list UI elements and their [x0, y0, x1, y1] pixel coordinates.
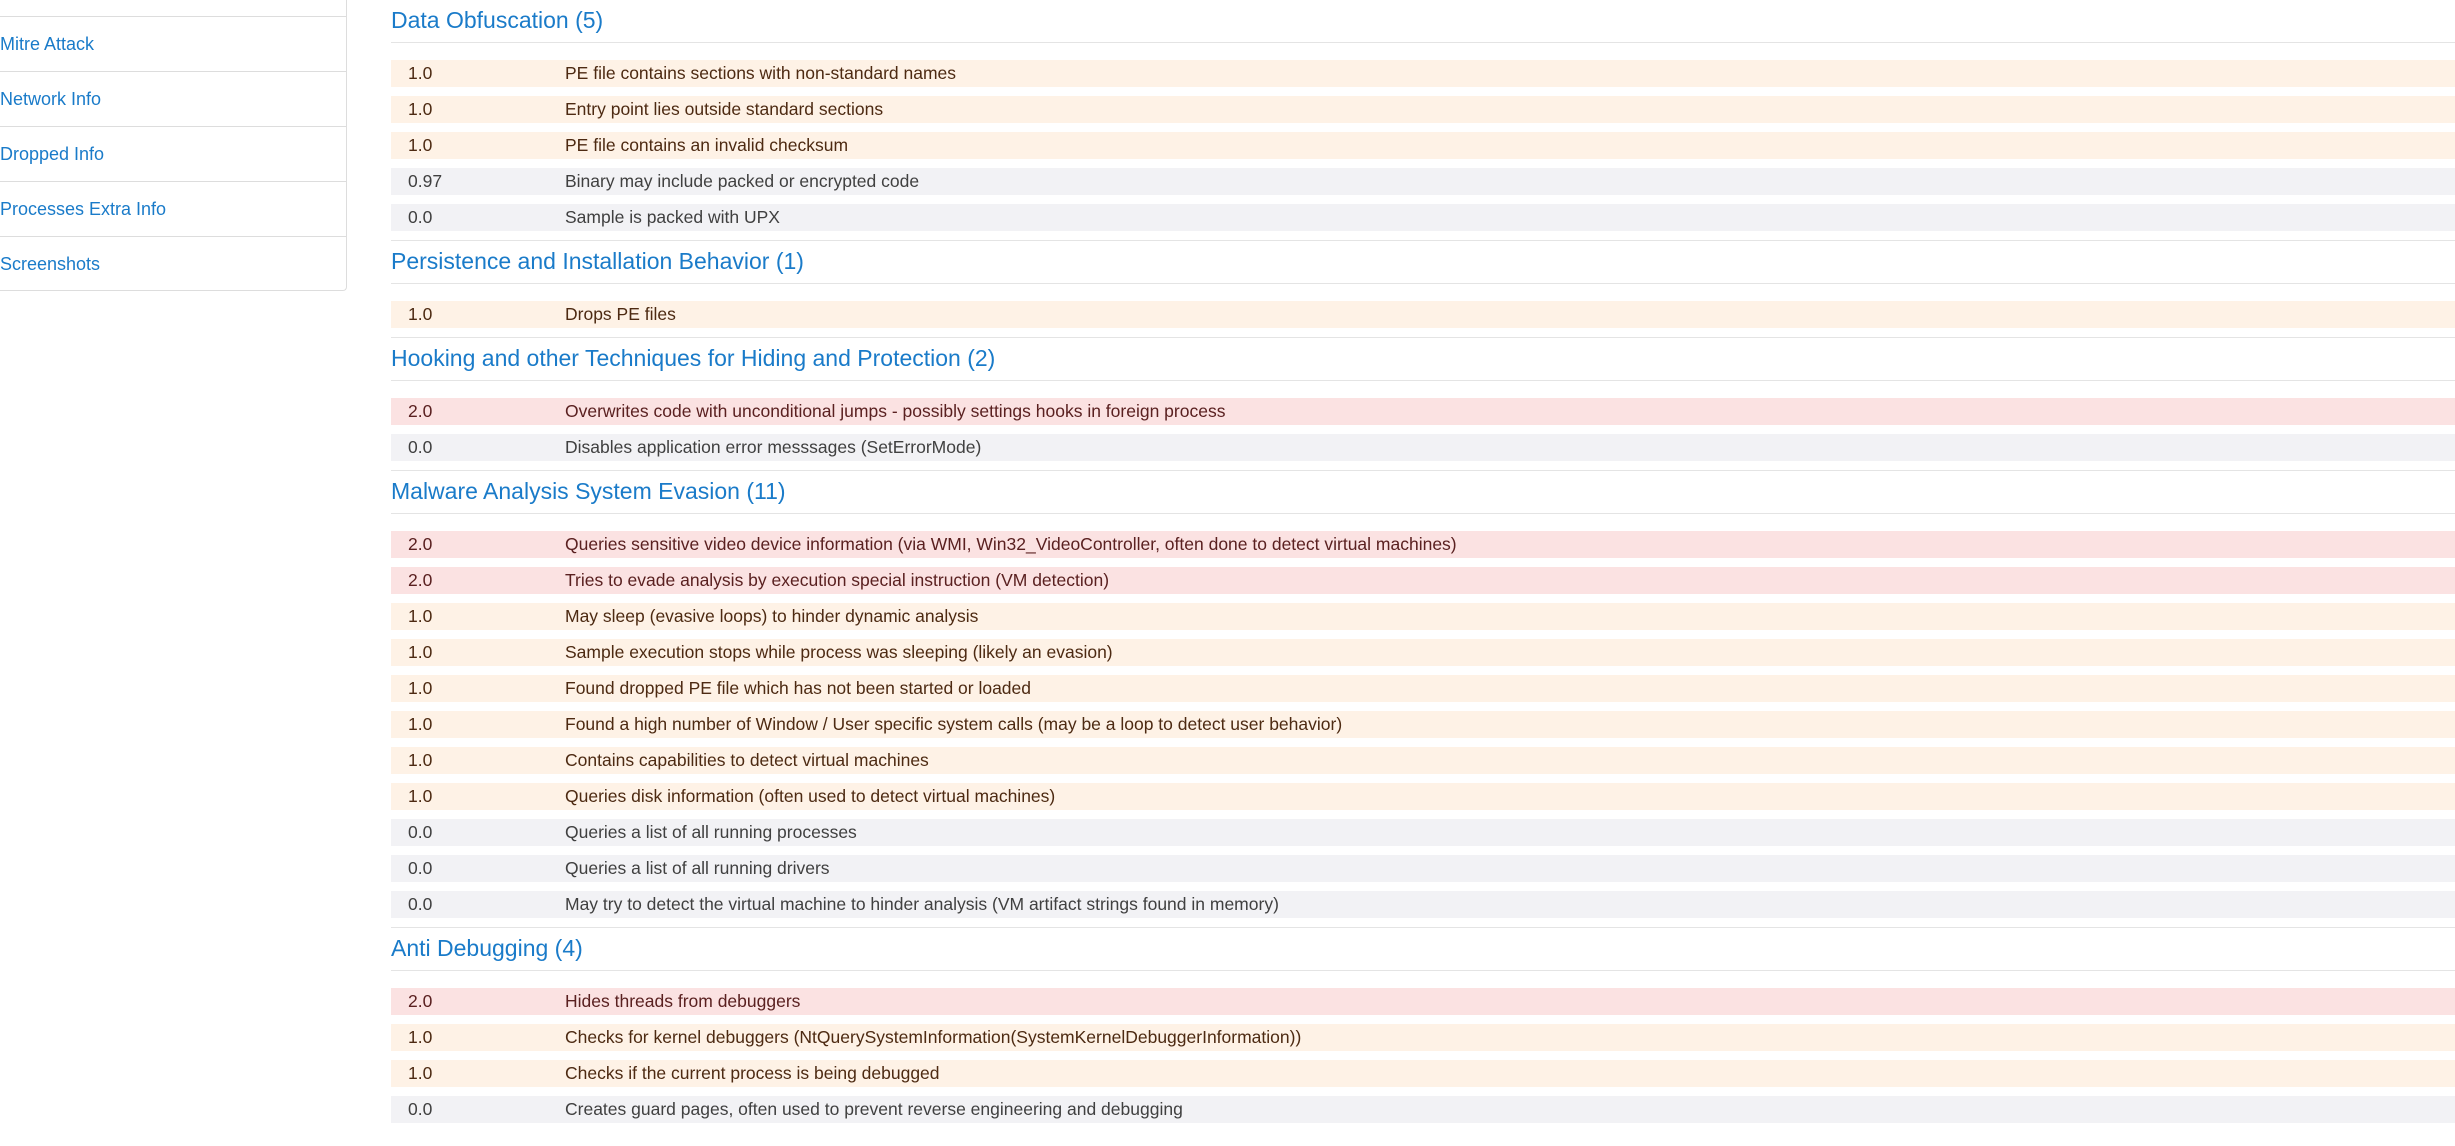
sidebar-nav: [0, 0, 347, 291]
signature-score: 1.0: [408, 606, 433, 626]
section-data-obfuscation: [391, 0, 2455, 231]
signature-score: 1.0: [408, 750, 433, 770]
signature-score: 2.0: [408, 991, 433, 1011]
signature-row: [391, 531, 2455, 558]
signature-description: Queries a list of all running drivers: [565, 858, 830, 878]
signature-row: [391, 398, 2455, 425]
signature-score: 1.0: [408, 99, 433, 119]
signature-score: 1.0: [408, 642, 433, 662]
signature-row: [391, 1060, 2455, 1087]
signatures-content: [391, 0, 2455, 1146]
signature-score: 1.0: [408, 304, 433, 324]
signature-row: [391, 1024, 2455, 1051]
signature-description: Tries to evade analysis by execution special instruction (VM detection): [565, 570, 1110, 590]
signature-score: 0.97: [408, 171, 443, 191]
signature-score: 0.0: [408, 1099, 433, 1119]
signature-row: [391, 204, 2455, 231]
signature-score: 0.0: [408, 822, 433, 842]
signature-score: 1.0: [408, 1063, 433, 1083]
section-malware-analysis-evasion: [391, 470, 2455, 918]
signature-description: Sample execution stops while process was sleeping (likely an evasion): [565, 642, 1113, 662]
signature-score: 1.0: [408, 678, 433, 698]
signature-row: [391, 132, 2455, 159]
signature-score: 0.0: [408, 207, 433, 227]
signature-row: [391, 434, 2455, 461]
signature-row: [391, 1096, 2455, 1123]
signature-row: [391, 60, 2455, 87]
signature-description: Found dropped PE file which has not been started or loaded: [565, 678, 1032, 698]
signature-row: [391, 675, 2455, 702]
signature-score: 1.0: [408, 135, 433, 155]
section-persistence-installation: [391, 240, 2455, 328]
signature-description: Drops PE files: [565, 304, 676, 324]
signature-score: 2.0: [408, 534, 433, 554]
signature-description: May sleep (evasive loops) to hinder dynamic analysis: [565, 606, 979, 626]
section-title[interactable]: Persistence and Installation Behavior (1): [391, 241, 2455, 284]
signature-row: [391, 96, 2455, 123]
signature-row: [391, 639, 2455, 666]
signature-score: 2.0: [408, 570, 433, 590]
signature-score: 1.0: [408, 786, 433, 806]
signature-description: Queries disk information (often used to detect virtual machines): [565, 786, 1056, 806]
section-title[interactable]: Malware Analysis System Evasion (11): [391, 471, 2455, 514]
section-title[interactable]: Data Obfuscation (5): [391, 0, 2455, 43]
signature-score: 1.0: [408, 1027, 433, 1047]
signature-score: 0.0: [408, 894, 433, 914]
section-title[interactable]: Hooking and other Techniques for Hiding and Protection (2): [391, 338, 2455, 381]
signature-row: [391, 711, 2455, 738]
signature-description: Hides threads from debuggers: [565, 991, 801, 1011]
signature-row: [391, 747, 2455, 774]
signature-description: Creates guard pages, often used to prevent reverse engineering and debugging: [565, 1099, 1183, 1119]
sidebar-item-mitre-attack[interactable]: Mitre Attack: [0, 17, 346, 72]
signature-score: 1.0: [408, 63, 433, 83]
sidebar-item-network-info[interactable]: Network Info: [0, 72, 346, 127]
section-hooking-hiding-protection: [391, 337, 2455, 461]
signature-score: 1.0: [408, 714, 433, 734]
sidebar-item-processes-extra-info[interactable]: Processes Extra Info: [0, 182, 346, 237]
signature-row: [391, 783, 2455, 810]
sidebar-item-screenshots[interactable]: Screenshots: [0, 254, 101, 274]
signature-description: Checks for kernel debuggers (NtQuerySystemInformation(SystemKernelDebuggerInformation)): [565, 1027, 1302, 1047]
signature-description: Overwrites code with unconditional jumps - possibly settings hooks in foreign process: [565, 401, 1226, 421]
signature-description: Entry point lies outside standard sections: [565, 99, 884, 119]
signature-description: Queries sensitive video device information (via WMI, Win32_VideoController, often done to detect virtual machines): [565, 534, 1457, 554]
signature-description: PE file contains sections with non-standard names: [565, 63, 957, 83]
signature-description: Contains capabilities to detect virtual machines: [565, 750, 929, 770]
signature-description: Sample is packed with UPX: [565, 207, 780, 227]
section-title[interactable]: Anti Debugging (4): [391, 928, 2455, 971]
signature-description: Checks if the current process is being debugged: [565, 1063, 940, 1083]
signature-description: Binary may include packed or encrypted code: [565, 171, 920, 191]
signature-description: May try to detect the virtual machine to hinder analysis (VM artifact strings found in memory): [565, 894, 1279, 914]
sidebar-item-dropped-info[interactable]: Dropped Info: [0, 127, 346, 182]
signature-description: Found a high number of Window / User specific system calls (may be a loop to detect user behavior): [565, 714, 1343, 734]
signature-score: 0.0: [408, 858, 433, 878]
signature-row: [391, 301, 2455, 328]
signature-description: PE file contains an invalid checksum: [565, 135, 849, 155]
signature-description: Disables application error messsages (SetErrorMode): [565, 437, 982, 457]
signature-row: [391, 567, 2455, 594]
signature-row: [391, 168, 2455, 195]
signature-score: 0.0: [408, 437, 433, 457]
section-anti-debugging: [391, 927, 2455, 1123]
sidebar-divider: [0, 0, 346, 17]
signature-row: [391, 603, 2455, 630]
signature-row: [391, 988, 2455, 1015]
signature-row: [391, 855, 2455, 882]
signature-row: [391, 891, 2455, 918]
signature-row: [391, 819, 2455, 846]
signature-score: 2.0: [408, 401, 433, 421]
signature-description: Queries a list of all running processes: [565, 822, 857, 842]
